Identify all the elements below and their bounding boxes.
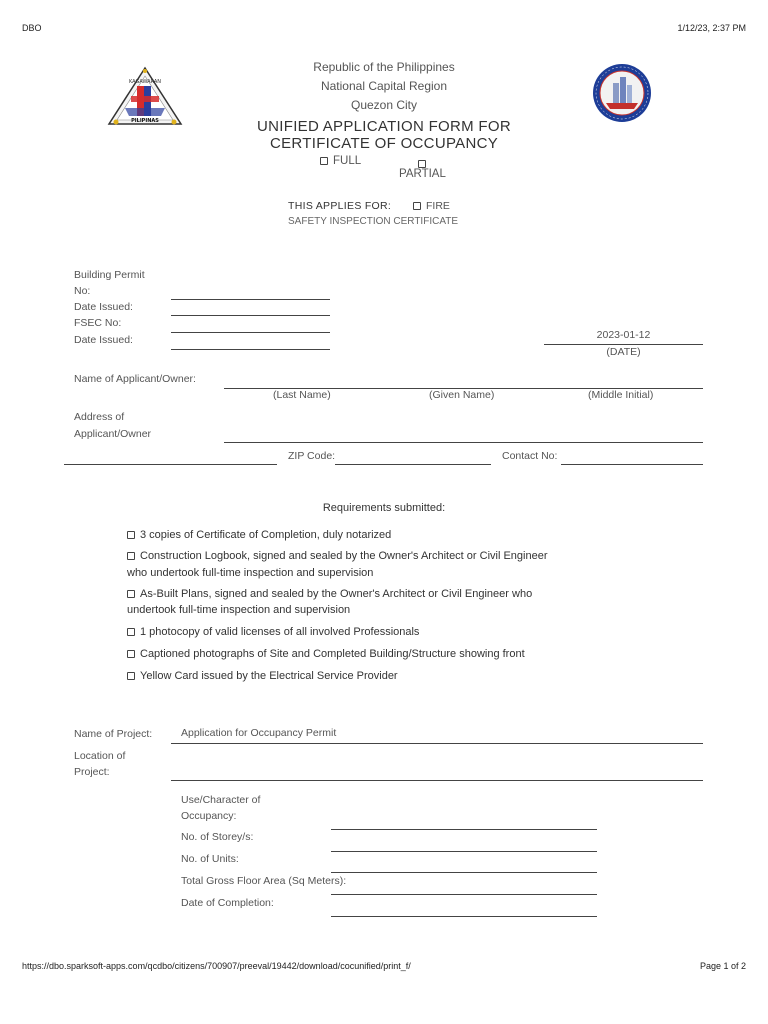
requirement-item[interactable] xyxy=(127,624,419,641)
given-name-caption: (Given Name) xyxy=(429,389,495,401)
fire-checkbox[interactable] xyxy=(413,202,421,210)
zip-code-field[interactable] xyxy=(335,464,491,465)
units-field[interactable] xyxy=(331,872,597,873)
building-permit-field[interactable] xyxy=(171,299,330,300)
requirement-item[interactable] xyxy=(127,586,532,603)
last-name-caption: (Last Name) xyxy=(273,389,331,401)
requirement-checkbox[interactable] xyxy=(127,552,135,560)
requirement-item[interactable] xyxy=(127,668,398,685)
date-issued-field-2[interactable] xyxy=(171,349,330,350)
building-permit-label-1: Building Permit xyxy=(74,269,145,281)
project-name-label: Name of Project: xyxy=(74,728,153,740)
address-label-1: Address of xyxy=(74,411,125,423)
date-issued-field-1[interactable] xyxy=(171,315,330,316)
storeys-field[interactable] xyxy=(331,851,597,852)
requirement-label-cont: who undertook full-time inspection and supervision xyxy=(127,567,374,579)
location-label-2: Project: xyxy=(74,766,110,778)
completion-field[interactable] xyxy=(331,916,597,917)
partial-checkbox[interactable] xyxy=(418,160,426,168)
date-line xyxy=(544,344,703,345)
republic-text: Republic of the Philippines xyxy=(313,60,455,74)
form-title-line1: UNIFIED APPLICATION FORM FOR xyxy=(257,118,511,135)
date-issued-label-1: Date Issued: xyxy=(74,301,133,313)
print-header-datetime: 1/12/23, 2:37 PM xyxy=(677,23,746,33)
option-full[interactable] xyxy=(320,155,361,167)
svg-text:KAGAWARAN: KAGAWARAN xyxy=(128,79,162,85)
requirement-item[interactable] xyxy=(127,527,391,544)
requirement-label: 1 photocopy of valid licenses of all involved Professionals xyxy=(140,626,420,638)
fsec-no-field[interactable] xyxy=(171,332,330,333)
city-text: Quezon City xyxy=(350,98,418,112)
building-permit-label-2: No: xyxy=(74,285,91,297)
requirement-label: Construction Logbook, signed and sealed by the Owner's Architect or Civil Engineer xyxy=(140,550,548,562)
full-checkbox[interactable] xyxy=(320,157,328,165)
form-title-line2: CERTIFICATE OF OCCUPANCY xyxy=(269,135,499,152)
requirement-checkbox[interactable] xyxy=(127,650,135,658)
contact-no-label: Contact No: xyxy=(502,450,558,462)
left-logo-text: PILIPINAS xyxy=(131,118,159,124)
requirement-label: As-Built Plans, signed and sealed by the Owner's Architect or Civil Engineer who xyxy=(140,588,533,600)
requirement-item[interactable] xyxy=(127,646,525,663)
option-full-label: FULL xyxy=(333,155,362,167)
fsec-no-label: FSEC No: xyxy=(74,317,122,329)
requirement-checkbox[interactable] xyxy=(127,531,135,539)
applies-for-option: FIRE xyxy=(426,200,450,212)
requirements-heading: Requirements submitted: xyxy=(322,502,446,514)
address-field[interactable] xyxy=(224,442,703,443)
applies-for-label: THIS APPLIES FOR: xyxy=(288,200,392,212)
units-label: No. of Units: xyxy=(181,853,239,865)
option-partial-label: PARTIAL xyxy=(399,168,446,180)
completion-label: Date of Completion: xyxy=(181,897,274,909)
applies-for-fire[interactable] xyxy=(413,200,450,212)
requirement-label: Captioned photographs of Site and Completed Building/Structure showing front xyxy=(140,648,525,660)
requirement-checkbox[interactable] xyxy=(127,628,135,636)
zip-code-label: ZIP Code: xyxy=(288,450,336,462)
date-value: 2023-01-12 xyxy=(596,329,651,341)
address-label-2: Applicant/Owner xyxy=(74,428,152,440)
requirement-checkbox[interactable] xyxy=(127,590,135,598)
date-issued-label-2: Date Issued: xyxy=(74,334,133,346)
applicant-name-label: Name of Applicant/Owner: xyxy=(74,373,196,385)
requirement-checkbox[interactable] xyxy=(127,672,135,680)
middle-initial-caption: (Middle Initial) xyxy=(588,389,654,401)
requirement-label: Yellow Card issued by the Electrical Service Provider xyxy=(140,670,398,682)
storeys-label: No. of Storey/s: xyxy=(181,831,254,843)
applies-for-option-cont: SAFETY INSPECTION CERTIFICATE xyxy=(288,216,459,227)
project-name-value: Application for Occupancy Permit xyxy=(181,727,337,739)
requirement-label: 3 copies of Certificate of Completion, duly notarized xyxy=(140,529,392,541)
location-field[interactable] xyxy=(171,780,703,781)
region-text: National Capital Region xyxy=(320,79,448,93)
contact-no-field[interactable] xyxy=(561,464,703,465)
floor-area-label: Total Gross Floor Area (Sq Meters): xyxy=(181,875,347,887)
address-field-cont[interactable] xyxy=(64,464,277,465)
floor-area-field[interactable] xyxy=(331,894,597,895)
requirement-label-cont: undertook full-time inspection and supervision xyxy=(127,604,351,616)
print-footer-url: https://dbo.sparksoft-apps.com/qcdbo/citizens/700907/preeval/19442/download/cocunified/print_f/ xyxy=(22,961,411,971)
project-name-field[interactable] xyxy=(171,743,703,744)
date-caption: (DATE) xyxy=(606,346,641,358)
use-label-1: Use/Character of xyxy=(181,794,261,806)
use-label-2: Occupancy: xyxy=(181,810,237,822)
location-label-1: Location of xyxy=(74,750,126,762)
print-header-left: DBO xyxy=(22,23,42,33)
print-footer-page: Page 1 of 2 xyxy=(699,961,746,971)
requirement-item[interactable] xyxy=(127,548,548,565)
use-field[interactable] xyxy=(331,829,597,830)
